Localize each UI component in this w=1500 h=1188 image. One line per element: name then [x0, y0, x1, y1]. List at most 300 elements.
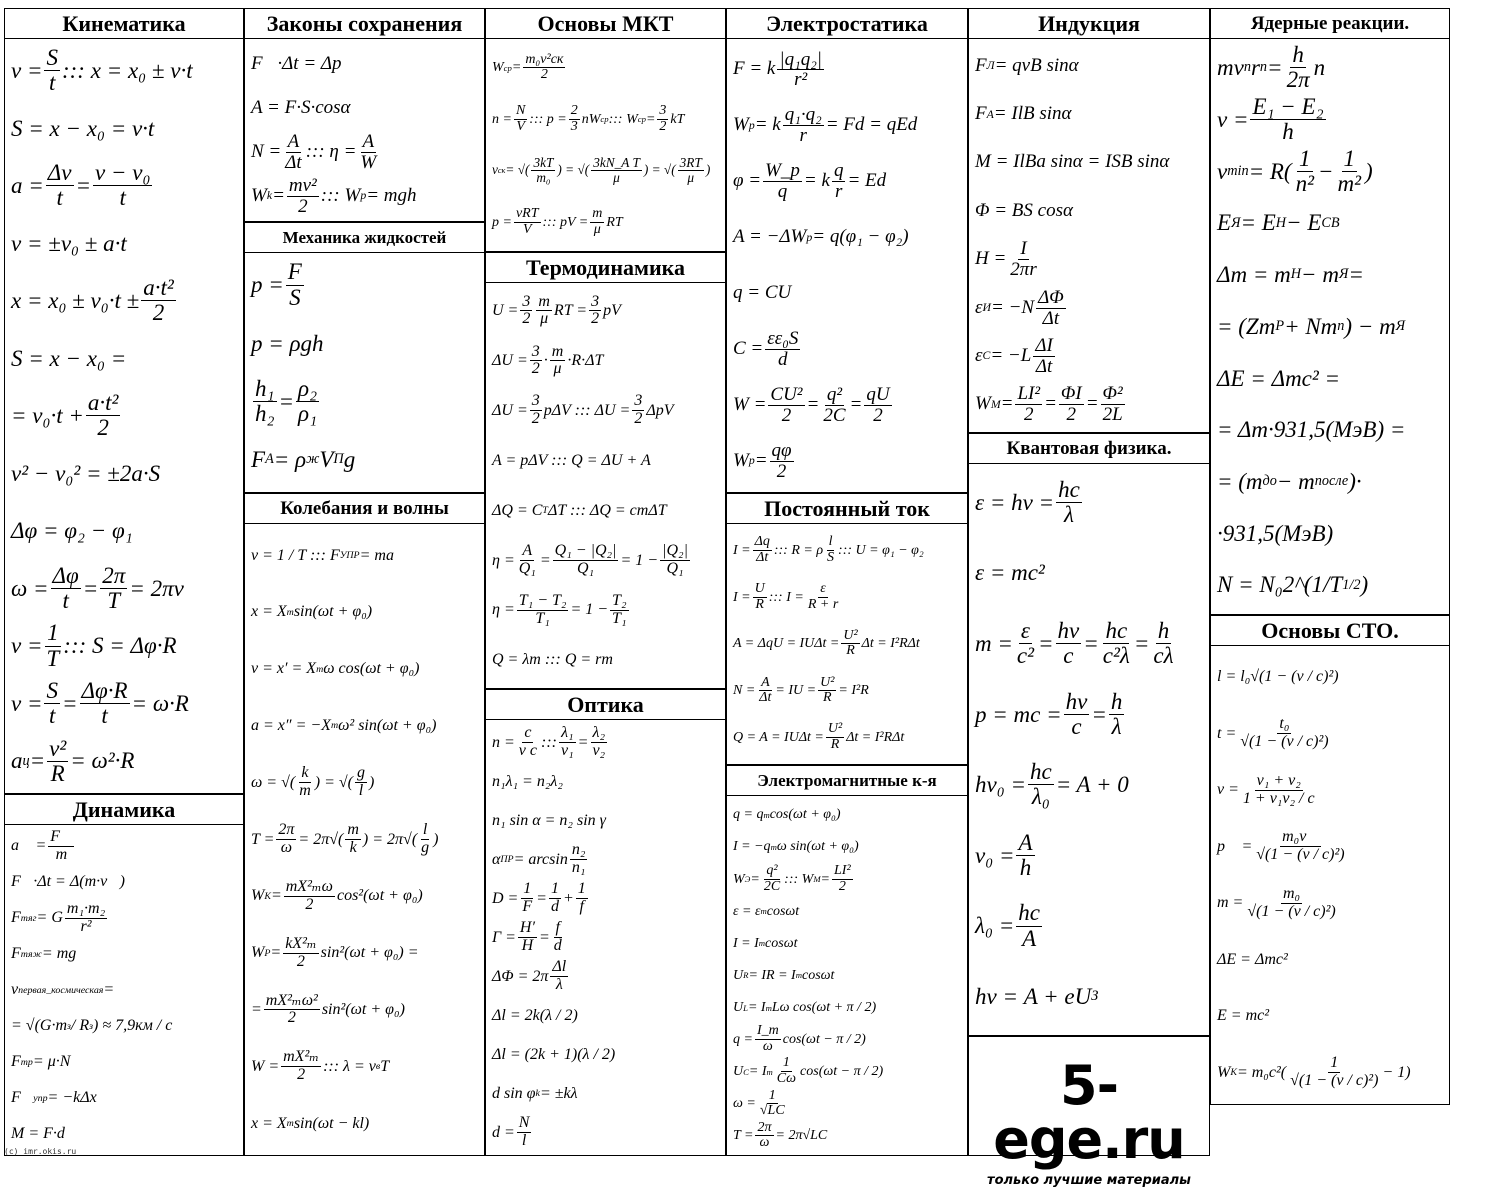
formula-subscript: p	[806, 230, 813, 244]
formula-text: = k	[754, 114, 781, 136]
formula-text: Δt = I²RΔt	[861, 636, 920, 652]
formula-text: I = I	[733, 935, 759, 951]
formula-text: ΔE = Δmc²	[1217, 950, 1288, 968]
numerator: hν	[1065, 688, 1088, 714]
denominator: 2	[1024, 404, 1034, 426]
formula-subscript: P	[1275, 317, 1285, 334]
formula-text: p =	[251, 272, 284, 298]
fraction	[355, 765, 367, 800]
denominator: r	[799, 125, 807, 147]
formula-text: I =	[733, 542, 751, 558]
numerator: S	[46, 677, 58, 703]
fraction	[345, 822, 361, 857]
formula	[733, 154, 961, 210]
denominator: t	[49, 70, 56, 96]
formula	[251, 1095, 478, 1152]
fraction	[296, 377, 319, 426]
formula-text: W	[975, 393, 991, 415]
formula-text: x = x₀ ± v₀·t ±	[11, 288, 140, 314]
fraction	[517, 1115, 532, 1150]
formula-text: = q(φ₁ − φ₂)	[812, 226, 909, 248]
formula-list	[245, 524, 484, 1155]
formula-text: = ma	[359, 546, 394, 564]
formula-text: W	[733, 449, 749, 471]
numerator: 2π	[757, 1119, 772, 1135]
formula-list	[486, 720, 725, 1155]
formula	[492, 879, 719, 918]
formula	[1217, 42, 1443, 94]
formula-text: = (Zm	[1217, 313, 1276, 339]
denominator: 2	[297, 1066, 306, 1084]
denominator: v c	[518, 742, 537, 759]
section-title: Законы сохранения	[245, 9, 484, 39]
formula-subscript: k	[535, 1088, 540, 1099]
fraction	[753, 582, 767, 612]
section-title: Постоянный ток	[727, 494, 967, 524]
numerator: m	[347, 821, 359, 839]
denominator: n₁	[571, 859, 586, 876]
formula	[733, 1120, 961, 1152]
formula	[733, 1024, 961, 1056]
formula-text: = ρ	[273, 447, 307, 473]
formula-text: ν₀ =	[975, 842, 1015, 868]
formula	[975, 236, 1203, 284]
formula-text: a = x″ = −X	[251, 717, 331, 735]
formula-text: =	[61, 690, 78, 716]
formula-text: F	[11, 1053, 21, 1071]
numerator: g	[357, 764, 365, 782]
denominator: μ	[613, 170, 620, 186]
formula-subscript: min	[1227, 162, 1249, 179]
denominator: μ	[553, 360, 562, 378]
formula-subscript: з	[89, 1020, 93, 1032]
formula-text: cos(ωt + φ₀)	[769, 807, 841, 823]
numerator: mX²ₘ	[283, 1048, 320, 1066]
section-conservation	[244, 8, 485, 222]
formula	[251, 925, 478, 982]
formula-subscript: Э	[744, 874, 751, 885]
formula-text: = 1 −	[570, 601, 609, 619]
numerator: h	[1157, 617, 1170, 643]
numerator: hν	[1057, 617, 1080, 643]
formula-subscript: до	[1262, 473, 1277, 490]
formula-text: ΔΦ = 2π	[492, 967, 549, 985]
formula	[1217, 301, 1443, 353]
formula-text: I =	[733, 589, 751, 605]
numerator: l	[828, 534, 833, 550]
site-logo[interactable]	[968, 1036, 1210, 1188]
formula-text: = A + 0	[1055, 772, 1129, 798]
denominator: 2	[540, 67, 548, 83]
numerator: t₀	[1279, 715, 1290, 733]
formula-text: x = X	[251, 1114, 287, 1132]
formula-subscript: З	[1091, 988, 1099, 1005]
fraction	[93, 161, 152, 210]
formula	[733, 959, 961, 991]
formula	[975, 42, 1203, 90]
formula-text: ν = 1 / T ::: F	[251, 546, 340, 564]
formula-text: hν₀ =	[975, 772, 1026, 798]
formula-text: ::: p =	[529, 111, 567, 127]
formula	[1217, 197, 1443, 249]
denominator: S	[827, 549, 835, 565]
formula-subscript: A	[265, 451, 274, 468]
formula	[492, 42, 719, 94]
formula-text: =	[1348, 262, 1364, 288]
formula-subscript: m	[766, 1066, 773, 1077]
section-title: Основы СТО.	[1211, 616, 1449, 646]
formula-text: ·931,5(МэВ)	[1217, 520, 1334, 546]
fraction	[660, 543, 690, 578]
fraction	[806, 582, 840, 612]
fraction	[523, 53, 565, 83]
fraction	[632, 393, 644, 428]
formula	[1217, 875, 1443, 932]
formula-text: cos(ωt − π / 2)	[800, 1063, 884, 1079]
formula-text: p =	[492, 214, 512, 230]
formula-text: Δφ = φ₂ − φ₁	[11, 518, 133, 544]
section-dynamics	[4, 794, 244, 1156]
formula-text: ·R·ΔT	[567, 352, 604, 370]
formula-text: A = −ΔW	[733, 226, 807, 248]
numerator: Δq	[754, 534, 770, 550]
formula	[1217, 456, 1443, 508]
formula-text: F	[975, 54, 987, 76]
formula	[975, 381, 1203, 429]
fraction	[1151, 619, 1175, 668]
denominator: t	[56, 185, 63, 211]
formula-text: ) = 2π√(	[362, 830, 418, 848]
denominator: h₂	[255, 401, 275, 427]
formula-subscript: Н	[1290, 266, 1302, 283]
denominator: v₂	[592, 742, 606, 759]
formula	[251, 431, 478, 489]
denominator: ρ₁	[298, 401, 318, 427]
formula-subscript: з	[67, 1020, 71, 1032]
formula-text: n =	[492, 733, 515, 751]
formula-text: ω sin(ωt + φ₀)	[776, 839, 859, 855]
formula-text: F⃗·Δt = Δ(m·v⃗)	[11, 873, 125, 891]
formula	[975, 538, 1203, 609]
formula-text: N = N₀2^(1/T	[1217, 572, 1343, 598]
formula	[492, 145, 719, 197]
fraction	[753, 535, 772, 565]
formula-text: ) = √(	[643, 162, 676, 178]
formula-text: RT =	[553, 302, 588, 320]
fraction	[610, 593, 628, 628]
formula-text: ω =	[11, 575, 49, 601]
formula-subscript: ПР	[500, 854, 514, 865]
formula-text: U =	[492, 302, 519, 320]
numerator: q²	[766, 863, 778, 878]
formula-text: ω cos(ωt + φ₀)	[323, 660, 420, 678]
formula	[1217, 559, 1443, 611]
formula-subscript: C	[982, 349, 991, 363]
formula	[733, 1056, 961, 1088]
denominator: Δt	[759, 690, 772, 706]
formula-text: H =	[975, 248, 1007, 270]
formula-text: )	[433, 830, 439, 848]
numerator: 1	[47, 620, 59, 646]
section-title: Основы МКТ	[486, 9, 725, 39]
formula-text: = Ed	[847, 170, 887, 192]
formula-text: =	[82, 575, 99, 601]
formula-text: = I²R	[838, 683, 869, 699]
formula	[251, 811, 478, 868]
fraction	[80, 679, 130, 728]
formula-text: =	[849, 393, 863, 415]
formula	[733, 714, 961, 761]
formula-text: = −N	[991, 296, 1035, 318]
denominator: 2	[287, 1009, 296, 1027]
fraction	[1294, 147, 1316, 196]
fraction	[520, 881, 534, 916]
numerator: N	[518, 1114, 530, 1132]
numerator: m₀	[1282, 884, 1301, 902]
denominator: m	[55, 845, 68, 863]
denominator: t	[62, 588, 69, 614]
formula-subscript: Я	[1338, 266, 1349, 283]
formula-list	[1211, 39, 1449, 614]
numerator: h	[1292, 42, 1304, 68]
section-dc	[726, 493, 968, 765]
formula-text: ΔT ::: ΔQ = cmΔT	[547, 501, 667, 519]
formula	[251, 982, 478, 1039]
numerator: U²	[827, 721, 843, 737]
fraction	[1285, 43, 1312, 92]
fraction	[1245, 886, 1337, 921]
denominator: μ	[593, 221, 601, 237]
numerator: U	[754, 581, 765, 596]
fraction	[1008, 239, 1038, 280]
formula	[492, 918, 719, 957]
formula-subscript: C	[743, 1066, 749, 1077]
numerator: hc	[1029, 759, 1052, 785]
formula-list	[5, 825, 243, 1155]
numerator: Q₁ − |Q₂|	[554, 542, 617, 560]
formula-subscript: R	[743, 970, 749, 981]
formula-text: =	[511, 60, 522, 76]
section-optics	[485, 689, 726, 1156]
formula-list	[969, 464, 1209, 1035]
fraction	[536, 294, 552, 329]
formula-text: ::: I =	[768, 589, 804, 605]
formula-text: F = k	[733, 58, 776, 80]
denominator: n²	[1295, 170, 1314, 196]
formula-text: = I	[747, 999, 766, 1015]
formula-list	[486, 283, 725, 688]
numerator: ε	[820, 581, 826, 596]
formula-text: ΔE = Δmc² =	[1217, 365, 1341, 391]
formula-text: =	[577, 733, 589, 751]
denominator: H	[521, 937, 534, 954]
formula-text: =	[538, 928, 550, 946]
formula-subscript: m	[765, 1002, 772, 1013]
formula-text: =	[75, 173, 92, 199]
denominator: c²λ	[1102, 643, 1130, 669]
fraction	[589, 294, 601, 329]
formula	[733, 98, 961, 154]
formula-text: E	[1217, 210, 1232, 236]
formula-text: A = F·S·cosα	[251, 96, 351, 118]
formula-text: F	[251, 447, 266, 473]
formula-text: =	[1091, 701, 1107, 727]
fraction	[550, 344, 566, 379]
fraction	[1101, 619, 1132, 668]
formula-text: t =	[1217, 724, 1237, 742]
formula-text: U	[733, 999, 744, 1015]
numerator: 3	[634, 392, 643, 410]
denominator: 2	[531, 360, 540, 378]
formula	[975, 467, 1203, 538]
formula	[733, 321, 961, 377]
fraction	[763, 161, 802, 202]
formula-text: nW	[581, 111, 601, 127]
formula-subscript: Л	[986, 59, 995, 73]
formula	[975, 187, 1203, 235]
formula-text: ) ≈ 7,9км / с	[92, 1017, 173, 1035]
denominator: 2	[296, 952, 305, 970]
fraction	[553, 543, 619, 578]
formula-subscript: M	[990, 397, 1001, 411]
numerator: q	[833, 160, 844, 182]
formula-text: ε = mc²	[975, 560, 1045, 586]
numerator: λ₁	[561, 724, 574, 742]
denominator: λ	[555, 976, 563, 993]
section-title: Оптика	[486, 690, 725, 720]
numerator: T₁ − T₂	[518, 591, 567, 609]
denominator: Δt	[756, 549, 769, 565]
formula	[11, 387, 237, 445]
formula	[1217, 145, 1443, 197]
formula-text: a⃗ =	[11, 837, 47, 855]
fraction	[253, 377, 277, 426]
formula	[1217, 249, 1443, 301]
numerator: mX²ₘω²	[265, 991, 318, 1009]
formula	[492, 762, 719, 801]
formula-text: = 1 −	[620, 551, 659, 569]
formula	[492, 535, 719, 585]
formula-text: v	[492, 162, 498, 178]
fraction	[276, 822, 296, 857]
fraction	[530, 344, 542, 379]
formula-text: = (m	[1217, 468, 1263, 494]
formula-text: v =	[11, 58, 43, 84]
formula	[251, 42, 478, 86]
formula-subscript: m	[770, 842, 777, 853]
formula-subscript: T	[542, 504, 548, 516]
formula-text: sin(ωt − kl)	[293, 1114, 370, 1132]
formula-text: ::: x = x₀ ± v·t	[61, 58, 193, 84]
numerator: l	[422, 821, 428, 839]
formula-text: F⃗·Δt = Δp⃗	[251, 52, 357, 74]
formula-text: =	[1000, 393, 1014, 415]
formula-subscript: Я	[1231, 214, 1241, 231]
fraction	[419, 822, 431, 857]
formula-subscript: m	[795, 970, 802, 981]
formula-text: hν = A + eU	[975, 984, 1092, 1010]
denominator: d	[778, 348, 788, 370]
denominator: A	[1022, 925, 1037, 951]
formula-text: ·	[543, 352, 548, 370]
formula	[492, 585, 719, 635]
numerator: 3	[659, 103, 667, 119]
fraction	[520, 294, 532, 329]
formula	[251, 130, 478, 174]
formula	[492, 436, 719, 486]
fraction	[1288, 1055, 1380, 1090]
numerator: LI²	[1017, 383, 1041, 405]
numerator: ε	[1020, 617, 1030, 643]
section-nuclear	[1210, 8, 1450, 615]
formula-subscript: тр	[20, 1056, 33, 1068]
fraction	[44, 46, 60, 95]
formula-text: W	[251, 887, 265, 905]
denominator: h	[1282, 119, 1294, 145]
formula-text: ::: S = Δφ·R	[63, 633, 177, 659]
formula-subscript: УПР	[339, 549, 360, 561]
denominator: S	[289, 284, 301, 310]
formula-text: q =	[733, 1031, 753, 1047]
formula	[11, 617, 237, 675]
numerator: kX²ₘ	[285, 934, 317, 952]
denominator: c²	[1016, 643, 1034, 669]
denominator: 2π	[1286, 67, 1310, 93]
formula	[251, 86, 478, 130]
denominator: λ	[1063, 501, 1074, 527]
formula-text: Lω cos(ωt + π / 2)	[771, 999, 877, 1015]
formula-text: W	[1217, 1063, 1231, 1081]
numerator: Δφ·R	[81, 677, 128, 703]
denominator: f	[579, 898, 584, 915]
numerator: 1	[768, 1087, 776, 1103]
formula-text: mν	[1217, 55, 1244, 81]
section-kinematics	[4, 8, 244, 794]
fraction	[514, 104, 527, 134]
formula-list	[5, 39, 243, 793]
formula-text: =	[29, 748, 46, 774]
formula-text: ) = √(	[314, 773, 353, 791]
numerator: mv²	[288, 174, 317, 196]
numerator: 3	[591, 292, 600, 310]
denominator: g	[421, 838, 430, 856]
denominator: r²	[80, 917, 92, 935]
fraction	[1016, 831, 1034, 880]
fraction	[768, 385, 804, 426]
formula	[492, 94, 719, 146]
numerator: ΔΦ	[1038, 286, 1064, 308]
formula-subscript: ск	[497, 166, 506, 176]
formula-subscript: m	[316, 663, 324, 675]
formula-text: r	[1250, 55, 1260, 81]
numerator: 3RT	[679, 155, 702, 171]
fraction	[517, 593, 569, 628]
formula-text: M = F·d	[11, 1125, 65, 1143]
fraction	[358, 132, 378, 173]
section-thermo	[485, 252, 726, 689]
formula-text: W	[733, 114, 749, 136]
fraction	[755, 1024, 781, 1054]
formula-text: cosωt	[766, 903, 800, 919]
formula	[251, 527, 478, 584]
formula-text: = mg	[41, 945, 77, 963]
formula-text: = m₀c²(	[1236, 1063, 1287, 1081]
formula-list	[727, 39, 967, 492]
formula	[975, 750, 1203, 821]
formula	[733, 863, 961, 895]
formula-text: D =	[492, 889, 519, 907]
formula	[11, 732, 237, 790]
